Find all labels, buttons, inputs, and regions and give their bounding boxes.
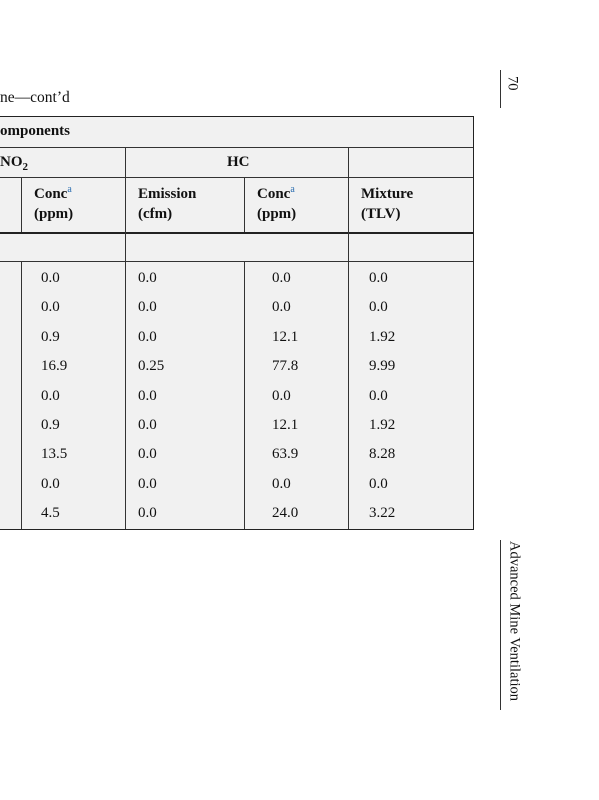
- table-cell: 0.0: [369, 387, 388, 404]
- table-cell: 0.0: [369, 475, 388, 492]
- table-cell: 0.0: [138, 299, 157, 316]
- column-divider: [21, 261, 22, 529]
- table-cell: 12.1: [272, 417, 299, 433]
- row-divider: [0, 177, 473, 178]
- page-number: 70: [504, 76, 521, 91]
- table-cell: 0.0: [272, 299, 291, 316]
- table-cell: 0.0: [272, 387, 291, 404]
- no2-conc-header: Conc$^a$ (ppm): [34, 184, 74, 222]
- table-cell: 0.0: [369, 299, 388, 316]
- table-cell: 24.0: [272, 505, 299, 522]
- table-cell: 0.0: [272, 270, 291, 286]
- table-caption: ne—cont’d: [0, 89, 70, 106]
- mixture-header: Mixture (TLV): [361, 186, 414, 222]
- table-cell: 0.0: [138, 417, 157, 433]
- table-cell: 9.99: [369, 358, 396, 375]
- table-cell: 1.92: [369, 328, 396, 345]
- header-divider: [0, 232, 473, 234]
- book-title: Advanced Mine Ventilation: [506, 541, 523, 702]
- table-cell: 12.1: [272, 328, 299, 345]
- no2-group-label: $NO_2$: [0, 154, 28, 173]
- row-divider: [0, 261, 473, 262]
- table-cell: 3.22: [369, 505, 396, 522]
- table-cell: 0.0: [41, 299, 60, 316]
- table-cell: 0.0: [272, 475, 291, 492]
- table-cell: 0.25: [138, 358, 165, 375]
- table-cell: 0.9: [41, 417, 60, 433]
- row-divider: [0, 147, 473, 148]
- table-cell: 0.0: [41, 475, 60, 492]
- table-cell: 0.9: [41, 328, 60, 345]
- hc-group-label: HC: [227, 154, 250, 170]
- table-cell: 16.9: [41, 358, 68, 375]
- column-divider: [21, 177, 22, 232]
- table-cell: 0.0: [369, 270, 388, 286]
- table-cell: 0.0: [138, 475, 157, 492]
- hc-emission-header: Emission (cfm): [138, 186, 197, 222]
- table-cell: 0.0: [138, 270, 157, 286]
- table-cell: 13.5: [41, 446, 68, 463]
- column-divider: [125, 147, 126, 529]
- data-table: [0, 116, 474, 530]
- table-cell: 0.0: [138, 446, 157, 463]
- table-cell: 0.0: [138, 387, 157, 404]
- group-title: omponents: [0, 123, 71, 139]
- hc-conc-header: Conc$^a$ (ppm): [257, 184, 297, 222]
- column-divider: [348, 147, 349, 529]
- column-divider: [244, 261, 245, 529]
- table-cell: 0.0: [138, 505, 157, 522]
- running-foot-rule: [500, 540, 501, 710]
- table-cell: 1.92: [369, 417, 396, 433]
- table-cell: 63.9: [272, 446, 299, 463]
- table-cell: 0.0: [41, 270, 60, 286]
- table-cell: 77.8: [272, 358, 299, 375]
- column-divider: [244, 177, 245, 232]
- table-cell: 4.5: [41, 505, 60, 522]
- table-cell: 0.0: [138, 328, 157, 345]
- table-cell: 0.0: [41, 387, 60, 404]
- table-cell: 8.28: [369, 446, 396, 463]
